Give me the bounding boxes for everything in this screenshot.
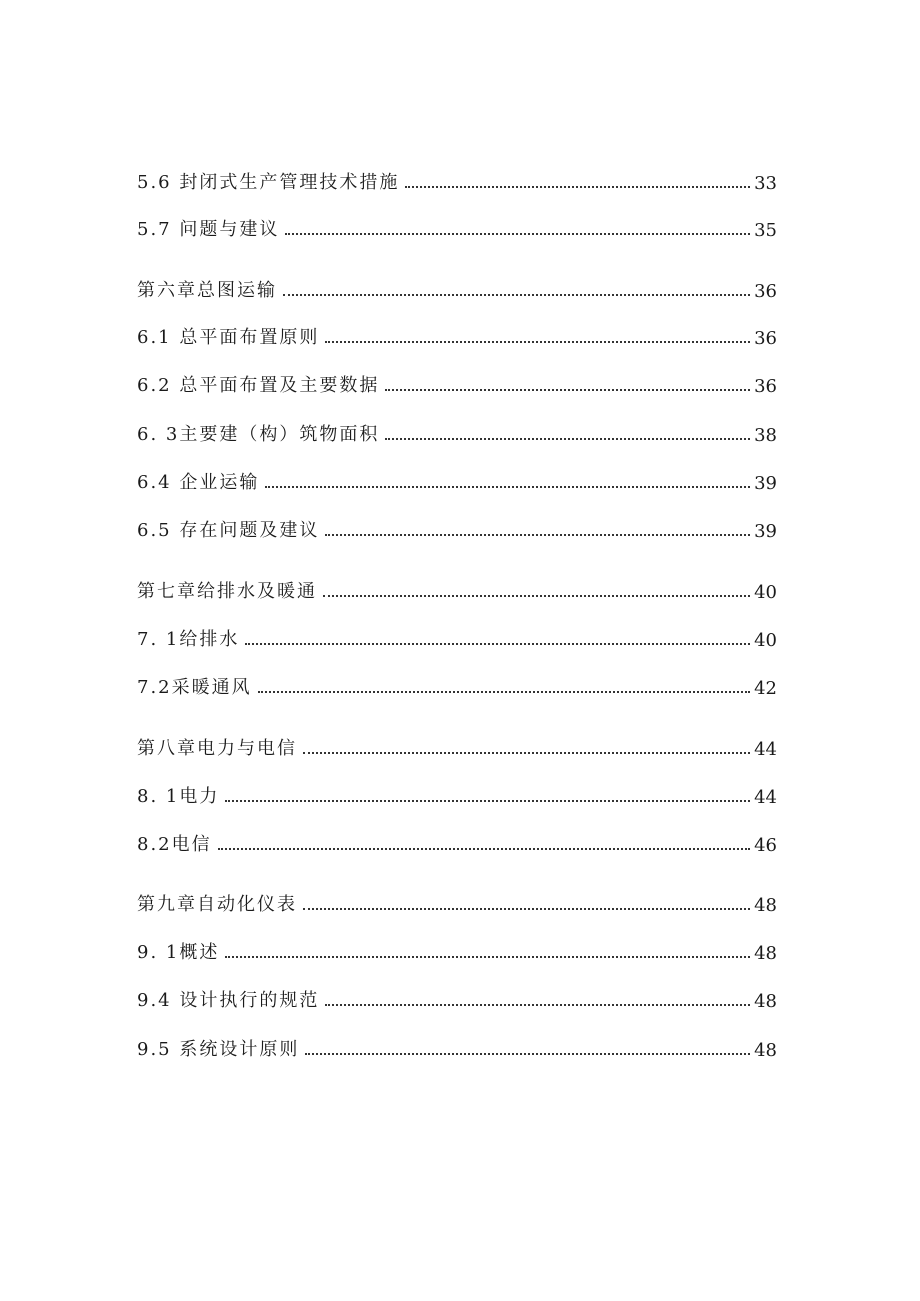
toc-entry-page: 48: [754, 943, 777, 964]
toc-entry-page: 40: [754, 630, 777, 651]
toc-entry-page: 38: [754, 425, 777, 446]
toc-entry: [137, 621, 777, 651]
leader-dots: [385, 388, 750, 391]
toc-entry-title: 5.7 问题与建议: [137, 219, 280, 240]
leader-dots: [283, 293, 750, 296]
toc-entry-page: 35: [754, 220, 777, 241]
toc-entry-title: 6. 3主要建（构）筑物面积: [137, 424, 380, 445]
toc-entry-page: 48: [754, 991, 777, 1012]
toc-entry-title: 8. 1电力: [137, 786, 220, 807]
toc-entry: [137, 934, 777, 964]
toc-entry: [137, 367, 777, 397]
toc-entry-title: 7.2采暖通风: [137, 677, 252, 698]
toc-entry-page: 44: [754, 739, 777, 760]
toc-entry: [137, 982, 777, 1012]
leader-dots: [258, 690, 750, 693]
toc-entry: [137, 211, 777, 241]
toc-entry: [137, 319, 777, 349]
toc-entry-page: 36: [754, 328, 777, 349]
toc-entry-page: 33: [754, 173, 777, 194]
toc-entry: [137, 416, 777, 446]
toc-entry-title: 9.4 设计执行的规范: [137, 990, 320, 1011]
toc-entry: [137, 778, 777, 808]
toc-entry-page: 36: [754, 281, 777, 302]
toc-entry: [137, 512, 777, 542]
toc-entry-page: 36: [754, 376, 777, 397]
toc-entry-title: 6.1 总平面布置原则: [137, 327, 320, 348]
toc-entry: [137, 669, 777, 699]
leader-dots: [323, 594, 750, 597]
toc-entry: [137, 272, 777, 302]
toc-entry-page: 48: [754, 1040, 777, 1061]
leader-dots: [285, 232, 750, 235]
leader-dots: [385, 437, 750, 440]
toc-entry-title: 6.2 总平面布置及主要数据: [137, 375, 380, 396]
leader-dots: [303, 907, 750, 910]
leader-dots: [305, 1052, 750, 1055]
leader-dots: [325, 533, 750, 536]
leader-dots: [265, 485, 750, 488]
toc-entry: [137, 1031, 777, 1061]
toc-entry-page: 44: [754, 787, 777, 808]
toc-entry: [137, 164, 777, 194]
toc-entry: [137, 730, 777, 760]
toc-entry-page: 48: [754, 895, 777, 916]
toc-entry-title: 8.2电信: [137, 834, 212, 855]
toc-entry-title: 6.5 存在问题及建议: [137, 520, 320, 541]
toc-entry-page: 40: [754, 582, 777, 603]
toc-entry-title: 第七章给排水及暖通: [137, 581, 317, 602]
toc-entry-page: 46: [754, 835, 777, 856]
leader-dots: [245, 642, 750, 645]
toc-entry-page: 42: [754, 678, 777, 699]
toc-entry: [137, 886, 777, 916]
leader-dots: [325, 1003, 750, 1006]
toc-entry-page: 39: [754, 473, 777, 494]
toc-entry-title: 7. 1给排水: [137, 629, 240, 650]
toc-entry-title: 5.6 封闭式生产管理技术措施: [137, 172, 400, 193]
toc-entry-title: 9. 1概述: [137, 942, 220, 963]
leader-dots: [325, 340, 750, 343]
leader-dots: [405, 185, 750, 188]
toc-entry-title: 第八章电力与电信: [137, 738, 297, 759]
leader-dots: [225, 955, 750, 958]
toc-entry: [137, 464, 777, 494]
toc-entry: [137, 826, 777, 856]
leader-dots: [225, 799, 750, 802]
leader-dots: [218, 847, 750, 850]
toc-entry: [137, 573, 777, 603]
toc-entry-title: 9.5 系统设计原则: [137, 1039, 300, 1060]
toc-entry-title: 6.4 企业运输: [137, 472, 260, 493]
toc-entry-page: 39: [754, 521, 777, 542]
toc-entry-title: 第六章总图运输: [137, 280, 277, 301]
toc-entry-title: 第九章自动化仪表: [137, 894, 297, 915]
leader-dots: [303, 751, 750, 754]
